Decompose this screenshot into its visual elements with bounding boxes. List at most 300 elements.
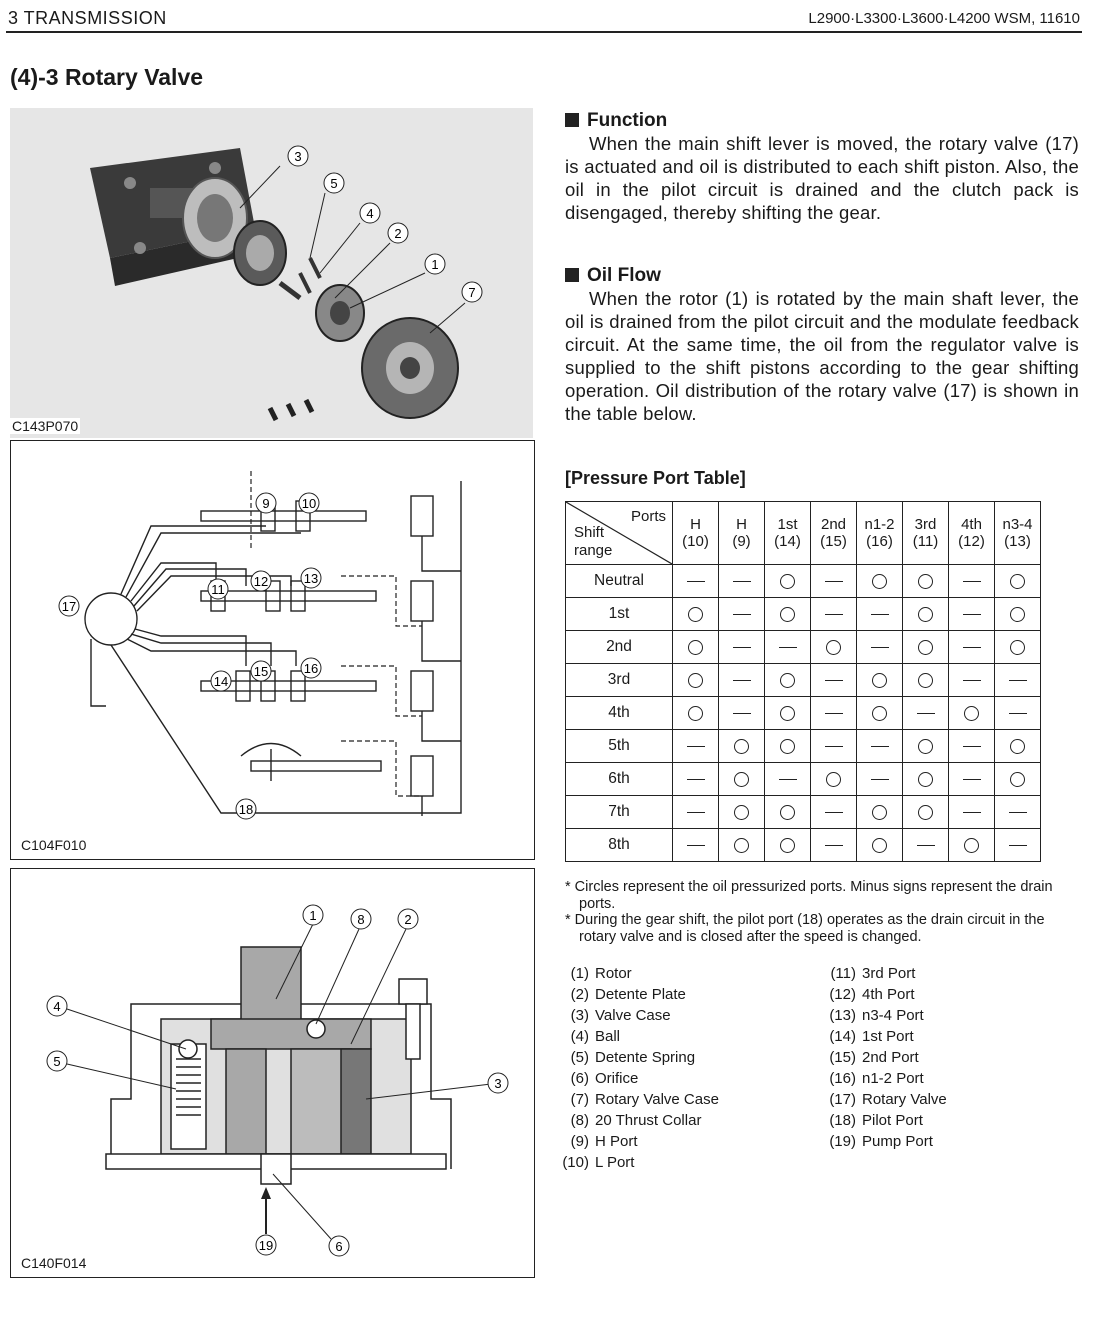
drain-minus-icon [733, 581, 751, 583]
port-state-cell [765, 598, 811, 631]
drain-minus-icon [917, 845, 935, 847]
photo-callout-label: 5 [330, 176, 338, 191]
section-callout-label: 19 [258, 1238, 274, 1253]
drain-minus-icon [825, 812, 843, 814]
legend-label: H Port [595, 1133, 638, 1150]
legend-number: (4) [570, 1028, 589, 1045]
legend-item [555, 1152, 719, 1173]
photo-callout-label: 4 [366, 206, 374, 221]
drain-minus-icon [825, 713, 843, 715]
legend-number: (14) [829, 1028, 856, 1045]
port-state-cell [995, 565, 1041, 598]
port-state-cell [765, 697, 811, 730]
port-state-cell [673, 763, 719, 796]
table-header-row [566, 502, 1041, 565]
function-section [565, 110, 1079, 224]
drain-minus-icon [779, 779, 797, 781]
legend-item [555, 1005, 719, 1026]
pressurized-circle-icon [734, 805, 749, 820]
legend-item [555, 1131, 719, 1152]
pressurized-circle-icon [780, 673, 795, 688]
column-port-name: n1-2 [864, 516, 895, 533]
shift-range-label: 7th [566, 796, 673, 829]
legend-number: (15) [829, 1049, 856, 1066]
legend-label: L Port [595, 1154, 635, 1171]
legend-label: n3-4 Port [862, 1007, 924, 1024]
pressurized-circle-icon [964, 838, 979, 853]
model-header: L2900·L3300·L3600·L4200 WSM, 11610 [808, 10, 1080, 27]
pressurized-circle-icon [918, 673, 933, 688]
function-heading [565, 110, 1079, 132]
legend-item [822, 1131, 947, 1152]
port-state-cell [995, 796, 1041, 829]
pressurized-circle-icon [918, 640, 933, 655]
pressurized-circle-icon [918, 739, 933, 754]
port-state-cell [673, 664, 719, 697]
port-state-cell [857, 631, 903, 664]
pressurized-circle-icon [872, 673, 887, 688]
table-row [566, 697, 1041, 730]
section-figure-code: C140F014 [21, 1255, 87, 1271]
drain-minus-icon [687, 845, 705, 847]
port-state-cell [673, 697, 719, 730]
legend-number: (5) [570, 1049, 589, 1066]
circuit-figure-code: C104F010 [21, 837, 87, 853]
legend-number: (7) [570, 1091, 589, 1108]
legend-label: Rotary Valve Case [595, 1091, 719, 1108]
legend-number: (9) [570, 1133, 589, 1150]
drain-minus-icon [733, 680, 751, 682]
drain-minus-icon [963, 779, 981, 781]
pressurized-circle-icon [872, 838, 887, 853]
drain-minus-icon [963, 746, 981, 748]
exploded-valve-illustration [10, 108, 533, 438]
port-state-cell [995, 664, 1041, 697]
legend-item [555, 963, 719, 984]
legend-label: Rotary Valve [862, 1091, 947, 1108]
pressurized-circle-icon [1010, 772, 1025, 787]
drain-minus-icon [779, 647, 797, 649]
port-state-cell [765, 631, 811, 664]
circuit-callout-label: 14 [213, 674, 229, 689]
pressurized-circle-icon [688, 673, 703, 688]
pressurized-circle-icon [780, 805, 795, 820]
legend-item [555, 1068, 719, 1089]
pressurized-circle-icon [964, 706, 979, 721]
circuit-callout-label: 11 [211, 582, 225, 597]
port-state-cell [673, 565, 719, 598]
column-port-name: 4th [961, 516, 982, 533]
port-state-cell [811, 763, 857, 796]
function-heading-text: Function [587, 110, 668, 131]
legend-number: (6) [570, 1070, 589, 1087]
shift-range-label: 2nd [566, 631, 673, 664]
port-state-cell [857, 730, 903, 763]
port-state-cell [811, 697, 857, 730]
port-state-cell [949, 664, 995, 697]
column-header [765, 502, 811, 565]
port-state-cell [995, 829, 1041, 862]
pressurized-circle-icon [918, 607, 933, 622]
port-state-cell [811, 829, 857, 862]
pressurized-circle-icon [1010, 607, 1025, 622]
pressure-table [565, 501, 1041, 862]
circuit-callout-label: 17 [61, 599, 77, 614]
column-port-name: n3-4 [1002, 516, 1033, 533]
port-state-cell [765, 664, 811, 697]
oil-flow-section [565, 265, 1079, 425]
port-state-cell [765, 565, 811, 598]
table-row [566, 664, 1041, 697]
drain-minus-icon [687, 812, 705, 814]
pressurized-circle-icon [918, 574, 933, 589]
section-callout-label: 2 [404, 912, 412, 927]
pressurized-circle-icon [826, 640, 841, 655]
drain-minus-icon [825, 581, 843, 583]
legend-label: Valve Case [595, 1007, 671, 1024]
pressurized-circle-icon [918, 805, 933, 820]
column-port-number: (11) [912, 533, 939, 550]
pressurized-circle-icon [1010, 574, 1025, 589]
legend-label: Detente Spring [595, 1049, 696, 1066]
photo-callout-label: 7 [468, 285, 476, 300]
legend-number: (1) [570, 965, 589, 982]
shift-range-label: 8th [566, 829, 673, 862]
legend-label: Detente Plate [595, 986, 686, 1003]
section-callout-label: 4 [53, 999, 61, 1014]
column-port-name: 2nd [820, 516, 847, 533]
port-state-cell [719, 763, 765, 796]
circuit-callout-label: 9 [262, 496, 270, 511]
port-state-cell [811, 565, 857, 598]
port-state-cell [673, 631, 719, 664]
port-state-cell [765, 796, 811, 829]
circuit-diagram [11, 441, 534, 859]
legend-item [822, 1068, 947, 1089]
port-state-cell [811, 598, 857, 631]
section-callout-label: 5 [53, 1054, 61, 1069]
column-port-name: H [690, 516, 701, 533]
pressurized-circle-icon [780, 607, 795, 622]
column-port-name: 3rd [914, 516, 937, 533]
circuit-callout-label: 15 [253, 664, 269, 679]
legend-item [822, 1005, 947, 1026]
legend-item [822, 963, 947, 984]
legend-item [822, 1047, 947, 1068]
port-state-cell [995, 763, 1041, 796]
legend-item [555, 1026, 719, 1047]
drain-minus-icon [871, 746, 889, 748]
table-row [566, 631, 1041, 664]
table-title: [Pressure Port Table] [565, 468, 746, 488]
port-state-cell [949, 829, 995, 862]
port-state-cell [673, 796, 719, 829]
section-header: 3 TRANSMISSION [8, 8, 167, 28]
section-callout-label: 3 [494, 1076, 502, 1091]
legend-number: (12) [829, 986, 856, 1003]
legend-number: (19) [829, 1133, 856, 1150]
port-state-cell [949, 598, 995, 631]
port-state-cell [903, 631, 949, 664]
legend-right-column [822, 963, 947, 1152]
oil-flow-heading-text: Oil Flow [587, 265, 661, 286]
hydraulic-circuit-figure [10, 440, 535, 860]
photo-callout-label: 3 [294, 149, 302, 164]
corner-ports-label: Ports [630, 508, 666, 525]
port-state-cell [719, 631, 765, 664]
pressurized-circle-icon [1010, 640, 1025, 655]
drain-minus-icon [1009, 713, 1027, 715]
column-port-number: (13) [1004, 533, 1031, 550]
drain-minus-icon [871, 779, 889, 781]
port-state-cell [949, 763, 995, 796]
legend-item [555, 1089, 719, 1110]
port-state-cell [673, 829, 719, 862]
drain-minus-icon [963, 680, 981, 682]
drain-minus-icon [733, 713, 751, 715]
table-row [566, 730, 1041, 763]
port-state-cell [903, 598, 949, 631]
note-item: * Circles represent the oil pressurized ports. Minus signs represent the drain ports. [565, 879, 1053, 912]
column-port-number: (12) [958, 533, 985, 550]
column-port-number: (10) [682, 533, 709, 550]
drain-minus-icon [963, 581, 981, 583]
port-state-cell [719, 730, 765, 763]
legend-item [555, 1047, 719, 1068]
column-header [903, 502, 949, 565]
drain-minus-icon [963, 647, 981, 649]
legend-label: 1st Port [862, 1028, 914, 1045]
note-item: * During the gear shift, the pilot port (18) operates as the drain circuit in the rotary valve and is closed after the speed is changed. [565, 912, 1045, 945]
port-state-cell [903, 697, 949, 730]
legend-label: 3rd Port [862, 965, 916, 982]
drain-minus-icon [825, 614, 843, 616]
circuit-callout-label: 10 [301, 496, 317, 511]
port-state-cell [857, 598, 903, 631]
photo-callout-label: 1 [431, 257, 439, 272]
drain-minus-icon [825, 680, 843, 682]
port-state-cell [903, 664, 949, 697]
legend-label: Ball [595, 1028, 621, 1045]
drain-minus-icon [733, 614, 751, 616]
column-port-number: (16) [866, 533, 893, 550]
port-state-cell [903, 796, 949, 829]
legend-label: n1-2 Port [862, 1070, 924, 1087]
column-port-name: 1st [777, 516, 798, 533]
legend-label: 4th Port [862, 986, 915, 1003]
pressurized-circle-icon [688, 706, 703, 721]
corner-range-label: range [574, 542, 613, 559]
pressurized-circle-icon [872, 805, 887, 820]
shift-range-label: Neutral [566, 565, 673, 598]
port-state-cell [719, 796, 765, 829]
pressurized-circle-icon [780, 574, 795, 589]
photo-figure-code: C143P070 [12, 418, 79, 434]
column-header [673, 502, 719, 565]
shift-range-label: 1st [566, 598, 673, 631]
pressurized-circle-icon [872, 706, 887, 721]
legend-label: 20 Thrust Collar [595, 1112, 702, 1129]
port-state-cell [857, 763, 903, 796]
legend-label: Orifice [595, 1070, 639, 1087]
section-callout-label: 8 [357, 912, 365, 927]
port-state-cell [995, 598, 1041, 631]
section-callout-label: 6 [335, 1239, 343, 1254]
header-rule [6, 31, 1082, 33]
port-state-cell [995, 730, 1041, 763]
oil-flow-text: When the rotor (1) is rotated by the main shaft lever, the oil is drained from the pilot circuit and the modulate feedback circuit. At the same time, the oil from the regulator valve is supplied to the shift pistons according to the gear shifting operation. Oil distribution of the rotary valve (17) is shown in the table below. [565, 288, 1079, 424]
column-port-number: (9) [732, 533, 751, 550]
port-state-cell [903, 763, 949, 796]
legend-item [822, 984, 947, 1005]
circuit-callout-label: 12 [253, 574, 269, 589]
legend-item [555, 984, 719, 1005]
drain-minus-icon [687, 779, 705, 781]
port-state-cell [949, 796, 995, 829]
corner-shift-label: Shift [574, 524, 605, 541]
legend-number: (8) [570, 1112, 589, 1129]
drain-minus-icon [871, 647, 889, 649]
drain-minus-icon [871, 614, 889, 616]
pressurized-circle-icon [780, 706, 795, 721]
port-state-cell [719, 598, 765, 631]
section-callout-label: 1 [309, 908, 317, 923]
circuit-callout-label: 18 [238, 802, 254, 817]
legend-item [822, 1026, 947, 1047]
legend-number: (10) [562, 1154, 589, 1171]
pressurized-circle-icon [1010, 739, 1025, 754]
pressurized-circle-icon [734, 772, 749, 787]
port-state-cell [949, 730, 995, 763]
table-row [566, 796, 1041, 829]
pressurized-circle-icon [734, 739, 749, 754]
circuit-callout-label: 16 [303, 661, 319, 676]
legend-label: 2nd Port [862, 1049, 919, 1066]
legend-number: (3) [570, 1007, 589, 1024]
shift-range-label: 6th [566, 763, 673, 796]
page-title: (4)-3 Rotary Valve [10, 64, 204, 90]
column-header [811, 502, 857, 565]
port-state-cell [857, 829, 903, 862]
port-state-cell [811, 631, 857, 664]
column-port-number: (14) [774, 533, 801, 550]
port-state-cell [811, 730, 857, 763]
drain-minus-icon [825, 845, 843, 847]
drain-minus-icon [825, 746, 843, 748]
legend-label: Pilot Port [862, 1112, 923, 1129]
section-diagram [11, 869, 534, 1277]
table-row [566, 565, 1041, 598]
function-text: When the main shift lever is moved, the rotary valve (17) is actuated and oil is distributed to each shift piston. Also, the oil in the pilot circuit is drained and the clutch pack is disengaged, thereby shifting the gear. [565, 133, 1079, 223]
table-row [566, 763, 1041, 796]
port-state-cell [903, 730, 949, 763]
port-state-cell [857, 565, 903, 598]
port-state-cell [719, 565, 765, 598]
column-header [949, 502, 995, 565]
shift-range-label: 3rd [566, 664, 673, 697]
port-state-cell [995, 631, 1041, 664]
port-state-cell [903, 829, 949, 862]
port-state-cell [673, 598, 719, 631]
legend-number: (16) [829, 1070, 856, 1087]
legend-item [822, 1110, 947, 1131]
port-state-cell [719, 829, 765, 862]
legend-number: (11) [830, 965, 856, 982]
pressure-port-table [565, 501, 1041, 862]
port-state-cell [857, 697, 903, 730]
port-state-cell [765, 730, 811, 763]
drain-minus-icon [687, 581, 705, 583]
legend-number: (17) [829, 1091, 856, 1108]
square-bullet-icon [565, 268, 579, 282]
pressurized-circle-icon [918, 772, 933, 787]
port-state-cell [903, 565, 949, 598]
valve-section-figure [10, 868, 535, 1278]
pressurized-circle-icon [872, 574, 887, 589]
pressurized-circle-icon [688, 607, 703, 622]
legend-number: (2) [570, 986, 589, 1003]
port-state-cell [719, 697, 765, 730]
circuit-callout-label: 13 [303, 571, 319, 586]
table-notes [565, 879, 1079, 945]
legend-left-column [555, 963, 719, 1173]
port-state-cell [949, 631, 995, 664]
column-header [857, 502, 903, 565]
table-row [566, 598, 1041, 631]
port-state-cell [673, 730, 719, 763]
port-state-cell [857, 664, 903, 697]
legend-label: Pump Port [862, 1133, 933, 1150]
shift-range-label: 4th [566, 697, 673, 730]
pressurized-circle-icon [826, 772, 841, 787]
photo-callout-label: 2 [394, 226, 402, 241]
port-state-cell [949, 697, 995, 730]
column-header [719, 502, 765, 565]
column-port-number: (15) [820, 533, 847, 550]
port-state-cell [765, 829, 811, 862]
port-state-cell [995, 697, 1041, 730]
square-bullet-icon [565, 113, 579, 127]
table-row [566, 829, 1041, 862]
legend-item [555, 1110, 719, 1131]
drain-minus-icon [733, 647, 751, 649]
drain-minus-icon [1009, 845, 1027, 847]
valve-assembly-photo [10, 108, 533, 438]
drain-minus-icon [963, 614, 981, 616]
port-state-cell [765, 763, 811, 796]
table-corner-cell [566, 502, 673, 565]
column-header [995, 502, 1041, 565]
column-port-name: H [736, 516, 747, 533]
pressurized-circle-icon [780, 838, 795, 853]
drain-minus-icon [687, 746, 705, 748]
legend-number: (13) [829, 1007, 856, 1024]
pressurized-circle-icon [780, 739, 795, 754]
drain-minus-icon [1009, 812, 1027, 814]
port-state-cell [857, 796, 903, 829]
port-state-cell [949, 565, 995, 598]
port-state-cell [719, 664, 765, 697]
drain-minus-icon [917, 713, 935, 715]
pressurized-circle-icon [688, 640, 703, 655]
port-state-cell [811, 664, 857, 697]
drain-minus-icon [1009, 680, 1027, 682]
port-state-cell [811, 796, 857, 829]
oil-flow-heading [565, 265, 1079, 287]
pressurized-circle-icon [734, 838, 749, 853]
drain-minus-icon [963, 812, 981, 814]
legend-item [822, 1089, 947, 1110]
